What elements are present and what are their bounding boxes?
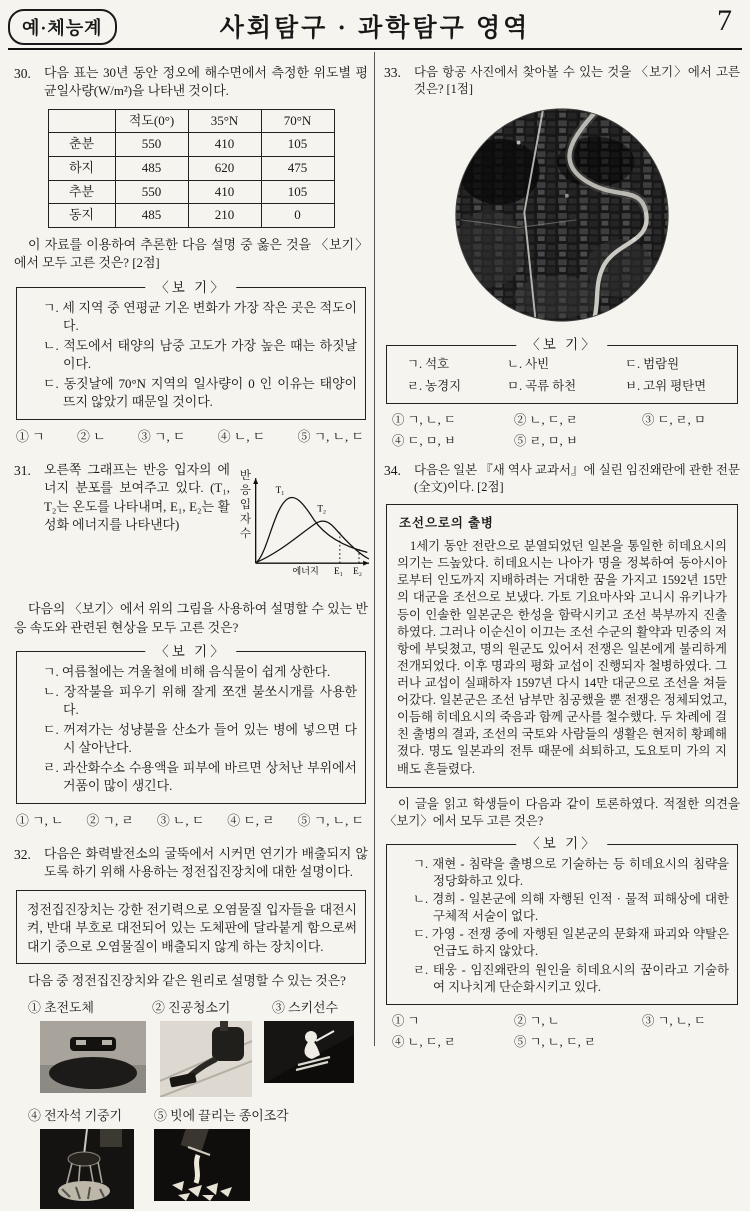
question-32-options-row-1 [28,999,368,1017]
superconductor-disc [49,1057,137,1089]
comb-paper-photo [154,1129,250,1201]
bogi-item: ㄱ. 세 지역 중 연평균 기온 변화가 가장 작은 곳은 적도이다. [43,300,357,334]
table-cell: 추분 [48,180,115,204]
header-rule [8,48,742,50]
question-34-options [392,1013,740,1051]
bogi-item: ㄴ. 장작불을 피우기 위해 잘게 쪼갠 불쏘시개를 사용한다. [43,684,357,718]
question-32-options-row-2 [28,1107,368,1125]
answer-option: ⑤ ㄱ, ㄴ, ㄷ [297,814,364,829]
answer-option: ⑤ 빗에 끌리는 종이조각 [154,1109,289,1124]
question-34-intro: 다음은 일본 『새 역사 교과서』에 실린 임진왜란에 관한 전문(全文)이다. [2점] [414,462,740,494]
question-33-bogi-box [386,337,738,403]
question-33-options [392,412,740,450]
answer-option: ① ㄱ, ㄴ, ㄷ [392,412,456,427]
graph-y-axis-label: 반응입자수 [238,468,251,542]
question-31-number: 31. [14,462,31,478]
electromagnet-crane-photo [40,1129,134,1209]
answer-option: ① ㄱ [16,430,45,445]
table-cell: 춘분 [48,133,115,157]
bogi-item: ㄱ. 여름철에는 겨울철에 비해 음식물이 쉽게 상한다. [43,665,331,680]
question-34-number: 34. [384,462,401,478]
question-31-options [16,812,364,830]
question-32-header [14,845,368,882]
answer-option: ③ ㄱ, ㄷ [137,430,186,445]
page-number: 7 [717,4,732,37]
vacuum-body [212,1027,244,1061]
bogi-item: ㄷ. 범람원 [625,357,680,372]
question-34-bogi-box [386,835,738,1005]
e1-label: E₁ [334,565,343,576]
table-cell: 485 [115,157,188,181]
column-divider [374,52,375,1046]
magnet-disc [68,1152,100,1166]
table-cell: 410 [188,180,261,204]
bogi-item: ㄴ. 사빈 [507,357,550,372]
table-header-cell: 70°N [261,109,334,133]
right-column [384,58,740,1053]
bogi-box-label: 〈보 기〉 [145,642,236,661]
table-row [48,180,334,204]
table-row [48,133,334,157]
x-axis-label: 에너지 [292,565,319,576]
bogi-item: ㄹ. 과산화수소 수용액을 피부에 바르면 상처난 부위에서 거품이 많이 생긴다. [43,760,357,793]
question-30-intro: 다음 표는 30년 동안 정오에 해수면에서 측정한 위도별 평균일사량(W/m²)을 나타낸 것이다. [44,66,368,99]
answer-option: ④ ㄷ, ㅁ, ㅂ [392,433,456,448]
answer-option: ③ 스키선수 [272,1000,338,1015]
answer-option: ④ ㄴ, ㄷ, ㄹ [392,1034,456,1049]
page-header [0,0,750,48]
bogi-item: ㅁ. 곡류 하천 [507,379,577,394]
bogi-item: ㄴ. 적도에서 태양의 남중 고도가 가장 높은 때는 하짓날이다. [43,338,357,372]
aerial-photo [451,104,673,326]
e2-label: E₂ [353,565,362,576]
passage-text: 1세기 동안 전란으로 분열되었던 일본을 통일한 히데요시의 의기는 드높았다. 히데요시는 나아가 명을 정복하여 동아시아로부터 인도까지 지배하려는 거대한 꿈을 가지고 1592년 15만의 대군을 조선으로 보냈다. 가토 기요마사와 고니시 유키나가 등이 인솔한 일본군은 한성을 함락시키고 조선 북부까지 진출하였다. 그러나 이순신이 이끄는 조선 수군의 활약과 민중의 저항에 부딪쳤고, 명의 원군도 있어서 전쟁은 일본에게 불리하게 전개되었다. 이후 명과의 평화 교섭이 진행되자 철병하였다. 그러나 교섭이 실패하자 1597년 다시 14만 대군으로 조선을 쳐들어갔다. 일본군은 조선 남부만 침공했을 뿐 전쟁은 정체되었고, 이듬해 히데요시의 죽음과 함께 군사를 철수했다. 두 차례에 걸친 출병의 결과, 조선의 국토와 사람들의 생활은 현저히 황폐해졌다. 명도 일본과의 전투 때문에 쇠퇴하고, 도요토미 가의 지배도 흔들렸다. [397,539,727,776]
question-32-stem: 다음 중 정전집진장치와 같은 원리로 설명할 수 있는 것은? [28,974,346,989]
question-30-header [14,64,368,101]
table-cell: 동지 [48,204,115,228]
question-32-description-box [16,890,366,964]
question-33-header [384,64,740,98]
question-34-passage-box [386,504,738,788]
table-cell: 210 [188,204,261,228]
table-cell: 485 [115,204,188,228]
question-31-header [14,461,368,592]
table-header-cell: 35°N [188,109,261,133]
question-31-intro: 오른쪽 그래프는 반응 입자의 에너지 분포를 보여주고 있다. (T₁, T₂는 온도를 나타내며, E₁, E₂는 활성화 에너지를 나타낸다) [44,462,230,533]
question-30-stem: 이 자료를 이용하여 추론한 다음 설명 중 옳은 것을 〈보기〉에서 모두 고른 것은? [2점] [14,237,368,271]
table-header-cell [48,109,115,133]
answer-option: ⑤ ㄱ, ㄴ, ㄷ, ㄹ [514,1034,596,1049]
t1-curve [257,497,368,562]
table-row [48,157,334,181]
question-31-bogi-box [16,644,366,804]
bogi-item: ㄱ. 재현 - 침략을 출병으로 기술하는 등 히데요시의 침략을 정당화하고 있다. [413,856,729,888]
bogi-item: ㄹ. 농경지 [407,379,462,394]
table-cell: 550 [115,180,188,204]
bogi-item: ㄷ. 동짓날에 70°N 지역의 일사량이 0 인 이유는 태양이 뜨지 않았기 때문일 것이다. [43,376,357,409]
t2-label: T₂ [317,503,327,514]
answer-option: ③ ㄱ, ㄴ, ㄷ [642,1013,706,1028]
answer-option: ① ㄱ, ㄴ [16,814,64,829]
answer-option: ④ ㄷ, ㄹ [227,814,275,829]
aerial-photo-wrap [384,104,740,331]
bogi-item: ㄷ. 가영 - 전쟁 중에 자행된 일본군의 문화재 파괴와 약탈은 언급도 하지 않았다. [413,927,729,959]
question-30-options [16,428,364,446]
question-30-number: 30. [14,66,31,81]
table-header-cell: 적도(0°) [115,109,188,133]
question-33-number: 33. [384,65,401,80]
question-32-photos-row-2 [40,1129,368,1209]
bogi-item: ㄷ. 꺼져가는 성냥불을 산소가 들어 있는 병에 넣으면 다시 살아난다. [43,722,357,756]
question-32-photos-row-1 [40,1021,368,1097]
table-cell: 105 [261,180,334,204]
answer-option: ① 초전도체 [28,1000,94,1015]
table-row [48,204,334,228]
paper-stream [196,1155,198,1183]
answer-option: ③ ㄴ, ㄷ [156,814,205,829]
vacuum-cleaner-photo [160,1021,252,1097]
answer-option: ② ㄱ, ㄴ [514,1013,560,1028]
bogi-item: ㄹ. 태웅 - 임진왜란의 원인을 히데요시의 꿈이라고 기술하여 지나치게 단순화시키고 있다. [413,962,729,994]
y-axis-arrow [253,478,258,484]
table-cell: 105 [261,133,334,157]
answer-option: ② ㄴ [76,430,106,445]
question-34-header [384,462,740,496]
answer-option: ③ ㄷ, ㄹ, ㅁ [642,412,706,427]
skier-photo [264,1021,354,1083]
bogi-item: ㄴ. 경희 - 일본군에 의해 자행된 인적 · 물적 피해상에 대한 구체적 서술이 없다. [413,892,729,924]
question-31-stem: 다음의 〈보기〉에서 위의 그림을 사용하여 설명할 수 있는 반응 속도와 관련된 현상을 모두 고른 것은? [14,602,368,635]
answer-option: ⑤ ㄹ, ㅁ, ㅂ [514,433,578,448]
table-cell: 410 [188,133,261,157]
answer-option: ② ㄱ, ㄹ [86,814,134,829]
question-33-intro: 다음 항공 사진에서 찾아볼 수 있는 것을 〈보기〉에서 고른 것은? [1점] [414,65,740,97]
table-cell: 475 [261,157,334,181]
bogi-box-label: 〈보 기〉 [145,278,236,297]
page-title: 사회탐구 · 과학탐구 영역 [219,15,531,42]
question-32-number: 32. [14,846,31,862]
t1-label: T₁ [275,485,285,496]
table-cell: 550 [115,133,188,157]
bogi-box-label: 〈보 기〉 [516,336,607,355]
question-30-bogi-box [16,279,366,421]
bogi-item: ㄱ. 석호 [407,357,450,372]
answer-option: ② ㄴ, ㄷ, ㄹ [514,412,578,427]
energy-distribution-graph [234,461,374,592]
superconductor-photo [40,1021,146,1093]
question-34-stem: 이 글을 읽고 학생들이 다음과 같이 토론하였다. 적절한 의견을 〈보기〉에서 모두 고른 것은? [384,796,740,828]
t2-curve [257,521,370,562]
answer-option: ⑤ ㄱ, ㄴ, ㄷ [297,430,364,445]
description-text: 정전집진장치는 강한 전기력으로 오염물질 입자들을 대전시켜, 반대 부호로 대전되어 있는 도체판에 달라붙게 함으로써 대기 중으로 오염물질이 배출되지 않게 하는 장치이다. [27,902,357,954]
question-32-intro: 다음은 화력발전소의 굴뚝에서 시커먼 연기가 배출되지 않도록 하기 위해 사용하는 정전집진장치에 대한 설명이다. [44,846,368,880]
passage-title: 조선으로의 출병 [399,515,494,530]
left-column [14,58,368,1211]
table-cell: 620 [188,157,261,181]
answer-option: ④ 전자석 기중기 [28,1109,123,1124]
answer-option: ① ㄱ [392,1013,420,1028]
answer-option: ④ ㄴ, ㄷ [217,430,266,445]
table-header-row [48,109,334,133]
x-axis-arrow [363,561,369,566]
insolation-table [48,109,335,228]
answer-option: ② 진공청소기 [152,1000,231,1015]
track-label-box: 예·체능계 [8,9,117,45]
bogi-box-label: 〈보 기〉 [516,835,607,854]
table-cell: 하지 [48,157,115,181]
bogi-item: ㅂ. 고위 평탄면 [625,379,707,394]
skier-figure [305,1031,317,1043]
table-cell: 0 [261,204,334,228]
